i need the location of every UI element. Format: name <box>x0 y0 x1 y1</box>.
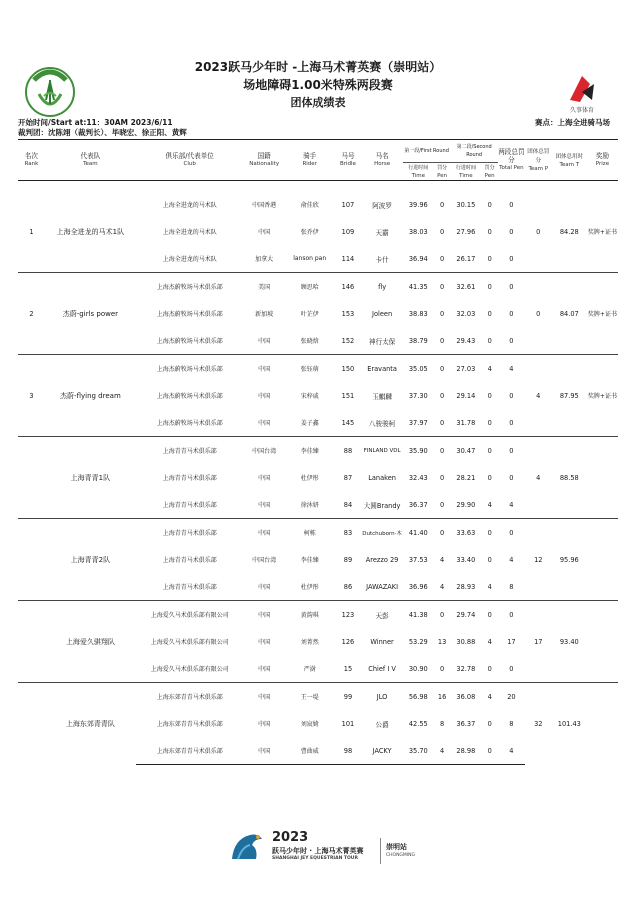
total-pen-cell: 0 <box>509 664 514 673</box>
bridle-cell: 153 <box>341 309 355 318</box>
r1-pen-cell: 0 <box>439 500 445 509</box>
table-row <box>18 519 618 547</box>
rank-cell: 2 <box>18 273 45 355</box>
r2-pen-cell: 0 <box>487 254 492 263</box>
nationality-cell: 中国 <box>258 393 271 400</box>
r1-pen-cell: 4 <box>439 582 445 591</box>
rider-cell: 黄韵琪 <box>285 601 335 629</box>
horse-cell: JACKY <box>361 737 402 765</box>
horse-cell: Winner <box>370 637 394 646</box>
col-rank: 名次 Rank <box>24 152 39 167</box>
col-bridle: 马号 Bridle <box>339 152 356 167</box>
r2-pen-cell: 0 <box>481 519 498 547</box>
table-row <box>18 273 618 301</box>
club-cell: 上海爱久马术俱乐部有限公司 <box>150 639 229 646</box>
r2-time-cell: 30.15 <box>456 200 476 209</box>
total-pen-cell: 0 <box>498 437 525 465</box>
horse-cell: FINLAND VDL <box>361 437 402 465</box>
club-cell: 上海爱久马术俱乐部有限公司 <box>150 666 229 673</box>
nationality-cell: 中国 <box>244 355 285 383</box>
r1-pen-cell: 0 <box>439 309 445 318</box>
total-pen-cell: 20 <box>498 683 525 711</box>
r2-time-cell: 29.43 <box>456 336 476 345</box>
team-time-cell: 93.40 <box>552 601 587 683</box>
team-cell: 上海青青1队 <box>45 437 136 519</box>
rider-cell: 刘菁然 <box>300 639 319 646</box>
prize-cell: 奖牌+证书 <box>587 273 618 355</box>
r1-pen-cell: 0 <box>434 519 451 547</box>
team-pen-cell: 0 <box>536 227 541 236</box>
rank-cell: 3 <box>18 355 45 437</box>
total-pen-cell: 0 <box>498 519 525 547</box>
r2-pen-cell: 0 <box>487 227 492 236</box>
rider-cell: 叶芷伊 <box>300 311 319 318</box>
horse-cell: 神行太保 <box>368 337 396 346</box>
total-pen-cell: 0 <box>509 200 514 209</box>
nationality-cell: 中国 <box>258 475 271 482</box>
rider-cell: 曹曲威 <box>285 737 335 765</box>
r1-pen-cell: 0 <box>434 437 451 465</box>
total-pen-cell: 0 <box>509 473 514 482</box>
club-cell: 上海杰蔚牧场马术俱乐部 <box>156 338 223 345</box>
col-total-pen: 两段总罚分 Total Pen <box>498 148 525 171</box>
sponsor-logo-text: 久事体育 <box>569 107 595 114</box>
rank-cell <box>18 519 45 601</box>
r1-time-cell: 30.90 <box>408 664 428 673</box>
table-row <box>18 355 618 383</box>
horse-cell: Chief I V <box>368 664 396 673</box>
bridle-cell: 123 <box>335 601 362 629</box>
total-pen-cell: 17 <box>507 637 516 646</box>
club-cell: 上海青青马术俱乐部 <box>136 519 244 547</box>
bridle-cell: 107 <box>341 200 355 209</box>
r2-pen-cell: 0 <box>487 418 492 427</box>
r2-pen-cell: 0 <box>481 737 498 765</box>
total-pen-cell: 0 <box>509 309 514 318</box>
r1-time-cell: 38.03 <box>408 227 428 236</box>
r1-time-cell: 38.79 <box>408 336 428 345</box>
bridle-cell: 150 <box>335 355 362 383</box>
col-round1: 第一段/First Round <box>403 140 451 163</box>
nationality-cell: 中国 <box>244 737 285 765</box>
tour-logo-icon <box>228 829 268 865</box>
bridle-cell: 84 <box>343 500 353 509</box>
col-team-time: 团体总用时 Team T <box>555 153 584 168</box>
event-title: 2023跃马少年时 -上海马术菁英赛（崇明站） <box>194 60 442 74</box>
total-pen-cell: 4 <box>509 555 514 564</box>
r2-pen-cell: 0 <box>487 336 492 345</box>
bridle-cell: 83 <box>335 519 362 547</box>
bridle-cell: 98 <box>335 737 362 765</box>
r2-pen-cell: 4 <box>487 637 492 646</box>
total-pen-cell: 4 <box>509 500 514 509</box>
r1-pen-cell: 0 <box>434 355 451 383</box>
bridle-cell: 114 <box>341 254 355 263</box>
total-pen-cell: 0 <box>509 336 514 345</box>
nationality-cell: 中国 <box>258 420 271 427</box>
bridle-cell: 146 <box>335 273 362 301</box>
bridle-cell: 109 <box>341 227 355 236</box>
r2-time-cell: 29.14 <box>456 391 476 400</box>
team-time-cell: 87.95 <box>552 355 587 437</box>
r1-time-cell: 39.96 <box>408 200 428 209</box>
r2-time-cell: 36.08 <box>450 683 481 711</box>
r2-time-cell: 27.03 <box>450 355 481 383</box>
col-rider: 骑手 Rider <box>302 152 317 167</box>
total-pen-cell: 0 <box>509 227 514 236</box>
rider-cell: 姜子鑫 <box>300 420 319 427</box>
r1-pen-cell: 0 <box>434 273 451 301</box>
col-team-pen: 团体总罚分 Team P <box>527 149 550 172</box>
team-pen-cell: 12 <box>525 519 552 601</box>
prize-cell: 奖牌+证书 <box>587 355 618 437</box>
club-cell: 上海全进龙的马术队 <box>162 229 217 236</box>
r1-time-cell: 36.94 <box>408 254 428 263</box>
club-cell: 上海东郊青青马术俱乐部 <box>156 721 223 728</box>
rider-cell: 张乔伊 <box>300 229 319 236</box>
team-cell: 上海青青2队 <box>45 519 136 601</box>
total-pen-cell: 4 <box>498 355 525 383</box>
r1-time-cell: 37.97 <box>408 418 428 427</box>
r1-time-cell: 53.29 <box>408 637 428 646</box>
team-cell: 上海东郊青青队 <box>45 683 136 765</box>
r2-pen-cell: 0 <box>487 309 492 318</box>
r2-time-cell: 32.78 <box>456 664 476 673</box>
nationality-cell: 美国 <box>244 273 285 301</box>
rider-cell: 俞佳欣 <box>300 202 319 209</box>
footer-tour-name: 跃马少年时 · 上海马术菁英赛 <box>272 847 364 855</box>
r2-time-cell: 29.74 <box>450 601 481 629</box>
r1-time-cell: 35.70 <box>403 737 434 765</box>
footer-year: 2023 <box>272 830 309 845</box>
r1-pen-cell: 13 <box>437 637 447 646</box>
footer-divider <box>380 838 381 864</box>
nationality-cell: 中国 <box>258 639 271 646</box>
rider-cell: 杜伊彤 <box>300 584 319 591</box>
horse-cell: JAWAZAKI <box>366 582 399 591</box>
team-pen-cell: 17 <box>525 601 552 683</box>
r1-pen-cell: 0 <box>439 227 445 236</box>
nationality-cell: 中国香港 <box>252 202 277 209</box>
r1-pen-cell: 0 <box>434 601 451 629</box>
r2-time-cell: 32.03 <box>456 309 476 318</box>
nationality-cell: 中国 <box>244 519 285 547</box>
bridle-cell: 15 <box>343 664 353 673</box>
r1-time-cell: 41.35 <box>403 273 434 301</box>
nationality-cell: 中国 <box>258 721 271 728</box>
bridle-cell: 89 <box>343 555 353 564</box>
table-title: 团体成绩表 <box>290 96 346 109</box>
r2-time-cell: 30.47 <box>450 437 481 465</box>
r1-time-cell: 36.37 <box>408 500 428 509</box>
r1-time-cell: 41.38 <box>403 601 434 629</box>
r1-pen-cell: 4 <box>434 737 451 765</box>
total-pen-cell: 8 <box>509 719 514 728</box>
r2-time-cell: 26.17 <box>456 254 476 263</box>
r1-time-cell: 37.30 <box>408 391 428 400</box>
team-time-cell: 84.28 <box>559 227 579 236</box>
club-cell: 上海爱久马术俱乐部有限公司 <box>136 601 244 629</box>
table-body <box>18 181 618 765</box>
venue: 赛点：上海全进骑马场 <box>535 118 610 127</box>
rider-cell: 严澍 <box>303 666 316 673</box>
prize-cell <box>587 683 618 765</box>
rank-cell <box>18 601 45 683</box>
horse-cell: 八骏骏柯 <box>368 419 396 428</box>
nationality-cell: 中国 <box>258 229 271 236</box>
rider-cell: 李佳臻 <box>285 437 335 465</box>
rider-cell: 杜伊彤 <box>300 475 319 482</box>
rank-cell <box>18 683 45 765</box>
rider-cell: lanson pan <box>293 255 327 262</box>
r2-time-cell: 30.88 <box>456 637 476 646</box>
horse-cell: Joleen <box>372 309 393 318</box>
r2-pen-cell: 0 <box>481 601 498 629</box>
r1-pen-cell: 0 <box>439 200 445 209</box>
r2-pen-cell: 4 <box>481 355 498 383</box>
rank-cell <box>18 437 45 519</box>
r1-pen-cell: 0 <box>439 473 445 482</box>
r2-time-cell: 29.90 <box>456 500 476 509</box>
r1-time-cell: 35.90 <box>403 437 434 465</box>
spacer-cell <box>18 181 618 192</box>
col-r1-time: 行进时间 Time <box>408 165 429 179</box>
r1-time-cell: 35.05 <box>403 355 434 383</box>
club-cell: 上海全进龙的马术队 <box>162 256 217 263</box>
team-cell: 上海爱久骐翔队 <box>45 601 136 683</box>
club-cell: 上海青青马术俱乐部 <box>162 557 217 564</box>
col-club: 俱乐部/代表单位 Club <box>165 152 214 167</box>
r2-pen-cell: 0 <box>487 200 492 209</box>
total-pen-cell: 8 <box>509 582 514 591</box>
team-cell: 杰蔚-girls power <box>45 273 136 355</box>
horse-cell: 卡什 <box>375 255 389 264</box>
col-nationality: 国籍 Nationality <box>249 152 280 167</box>
horse-cell: Dutchuborn·木 <box>361 519 402 547</box>
rider-cell: 张钰萌 <box>285 355 335 383</box>
club-cell: 上海青青马术俱乐部 <box>162 475 217 482</box>
r1-time-cell: 38.83 <box>408 309 428 318</box>
horse-cell: JLO <box>361 683 402 711</box>
r1-time-cell: 32.43 <box>408 473 428 482</box>
nationality-cell: 加拿大 <box>255 256 274 263</box>
team-cell: 杰蔚-flying dream <box>45 355 136 437</box>
nationality-cell: 中国 <box>244 601 285 629</box>
total-pen-cell: 0 <box>509 254 514 263</box>
r2-time-cell: 36.37 <box>456 719 476 728</box>
table-row <box>18 191 618 218</box>
total-pen-cell: 0 <box>498 601 525 629</box>
r2-pen-cell: 0 <box>487 719 492 728</box>
team-pen-cell: 32 <box>525 683 552 765</box>
club-cell: 上海杰蔚牧场马术俱乐部 <box>156 420 223 427</box>
rider-cell: 徐沐妍 <box>300 502 319 509</box>
r2-pen-cell: 0 <box>487 664 492 673</box>
r1-pen-cell: 4 <box>439 555 445 564</box>
nationality-cell: 中国 <box>244 683 285 711</box>
horse-cell: fly <box>361 273 402 301</box>
col-r2-time: 行进时间 Time <box>455 165 476 179</box>
r2-time-cell: 31.78 <box>456 418 476 427</box>
col-horse: 马名 Horse <box>374 152 391 167</box>
r1-time-cell: 42.55 <box>408 719 428 728</box>
horse-cell: 玉麒麟 <box>372 392 392 401</box>
club-cell: 上海全进龙的马术队 <box>162 202 217 209</box>
start-time: 开始时间/Start at:11：30AM 2023/6/11 <box>18 118 173 127</box>
table-row <box>18 437 618 465</box>
rank-cell: 1 <box>29 227 34 236</box>
club-cell: 上海青青马术俱乐部 <box>162 584 217 591</box>
footer-tour-name-en: SHANGHAI JEY EQUESTRIAN TOUR <box>272 856 358 861</box>
rider-cell: 刘宸婍 <box>300 721 319 728</box>
footer-site: 崇明站 <box>386 843 407 851</box>
club-cell: 上海青青马术俱乐部 <box>162 502 217 509</box>
nationality-cell: 新加坡 <box>255 311 274 318</box>
r1-pen-cell: 8 <box>439 719 445 728</box>
total-pen-cell: 4 <box>498 737 525 765</box>
bridle-cell: 151 <box>341 391 355 400</box>
team-results-table <box>18 139 618 765</box>
rider-cell: 张晓焓 <box>300 338 319 345</box>
total-pen-cell: 0 <box>498 273 525 301</box>
horse-cell: 阿波罗 <box>372 201 392 210</box>
horse-cell: Arezzo 29 <box>365 555 399 564</box>
horse-cell: 天彭 <box>361 601 402 629</box>
rider-cell: 柯栋 <box>285 519 335 547</box>
r2-pen-cell: 4 <box>487 582 492 591</box>
bridle-cell: 101 <box>341 719 355 728</box>
col-r1-pen: 罚分 Pen <box>437 165 448 179</box>
r1-pen-cell: 16 <box>434 683 451 711</box>
club-cell: 上海东郊青青马术俱乐部 <box>136 737 244 765</box>
r2-time-cell: 33.40 <box>456 555 476 564</box>
club-cell: 上海杰蔚牧场马术俱乐部 <box>156 393 223 400</box>
r2-pen-cell: 0 <box>487 391 492 400</box>
r2-time-cell: 28.98 <box>450 737 481 765</box>
rider-cell: 王一堤 <box>285 683 335 711</box>
club-cell: 上海杰蔚牧场马术俱乐部 <box>156 311 223 318</box>
total-pen-cell: 0 <box>509 391 514 400</box>
table-row <box>18 683 618 711</box>
horse-cell: Eravanta <box>361 355 402 383</box>
r2-time-cell: 27.96 <box>456 227 476 236</box>
bridle-cell: 86 <box>343 582 353 591</box>
col-prize: 奖励 Prize <box>595 152 610 167</box>
nationality-cell: 中国台湾 <box>252 557 277 564</box>
footer-site-en: CHONGMING <box>386 853 415 858</box>
team-time-cell: 88.58 <box>552 437 587 519</box>
bridle-cell: 88 <box>335 437 362 465</box>
horse-cell: 天霸 <box>375 228 389 237</box>
bridle-cell: 99 <box>335 683 362 711</box>
club-cell: 上海东郊青青马术俱乐部 <box>136 683 244 711</box>
nationality-cell: 中国 <box>258 502 271 509</box>
horse-cell: 公爵 <box>375 720 389 729</box>
r1-pen-cell: 0 <box>439 664 445 673</box>
r1-pen-cell: 0 <box>439 418 445 427</box>
r2-pen-cell: 4 <box>481 683 498 711</box>
r2-pen-cell: 0 <box>487 555 492 564</box>
nationality-cell: 中国 <box>258 666 271 673</box>
competition-title: 场地障碍1.00米特殊两段赛 <box>243 78 393 92</box>
nationality-cell: 中国台湾 <box>244 437 285 465</box>
r2-time-cell: 32.61 <box>450 273 481 301</box>
bridle-cell: 152 <box>341 336 355 345</box>
team-time-cell: 101.43 <box>552 683 587 765</box>
team-pen-cell: 4 <box>525 437 552 519</box>
club-cell: 上海杰蔚牧场马术俱乐部 <box>136 355 244 383</box>
r1-time-cell: 41.40 <box>403 519 434 547</box>
bridle-cell: 126 <box>341 637 355 646</box>
r2-pen-cell: 0 <box>481 273 498 301</box>
r1-time-cell: 37.53 <box>408 555 428 564</box>
col-round2: 第二段/Second Round <box>450 140 498 163</box>
prize-cell <box>587 519 618 601</box>
r2-time-cell: 33.63 <box>450 519 481 547</box>
horse-cell: 大圆Brandy <box>363 501 401 510</box>
bridle-cell: 145 <box>341 418 355 427</box>
r1-time-cell: 56.98 <box>403 683 434 711</box>
r2-pen-cell: 0 <box>487 473 492 482</box>
rider-cell: 李佳臻 <box>300 557 319 564</box>
col-r2-pen: 罚分 Pen <box>484 165 495 179</box>
team-time-cell: 95.96 <box>552 519 587 601</box>
r2-time-cell: 28.93 <box>456 582 476 591</box>
bridle-cell: 87 <box>343 473 353 482</box>
prize-cell <box>587 601 618 683</box>
r2-pen-cell: 4 <box>487 500 492 509</box>
prize-cell: 奖牌+证书 <box>587 229 617 236</box>
club-cell: 上海杰蔚牧场马术俱乐部 <box>136 273 244 301</box>
r1-pen-cell: 0 <box>439 391 445 400</box>
prize-cell <box>587 437 618 519</box>
r2-time-cell: 28.21 <box>456 473 476 482</box>
r1-pen-cell: 0 <box>439 254 445 263</box>
table-row <box>18 601 618 629</box>
horse-cell: Lanaken <box>368 473 396 482</box>
table-header <box>18 140 618 181</box>
col-team: 代表队 Team <box>80 152 101 167</box>
nationality-cell: 中国 <box>258 338 271 345</box>
club-cell: 上海青青马术俱乐部 <box>136 437 244 465</box>
r2-pen-cell: 0 <box>481 437 498 465</box>
team-time-cell: 84.07 <box>552 273 587 355</box>
team-cell: 上海全进龙的马术1队 <box>56 227 125 236</box>
team-pen-cell: 0 <box>525 273 552 355</box>
nationality-cell: 中国 <box>258 584 271 591</box>
rider-cell: 顾思哈 <box>285 273 335 301</box>
r1-pen-cell: 0 <box>439 336 445 345</box>
team-pen-cell: 4 <box>525 355 552 437</box>
judges-panel: 裁判团：沈陈翊（裁判长）、毕晓宏、徐正阳、黄辉 <box>18 128 187 137</box>
rider-cell: 宋梓戚 <box>300 393 319 400</box>
r1-time-cell: 36.96 <box>408 582 428 591</box>
total-pen-cell: 0 <box>509 418 514 427</box>
